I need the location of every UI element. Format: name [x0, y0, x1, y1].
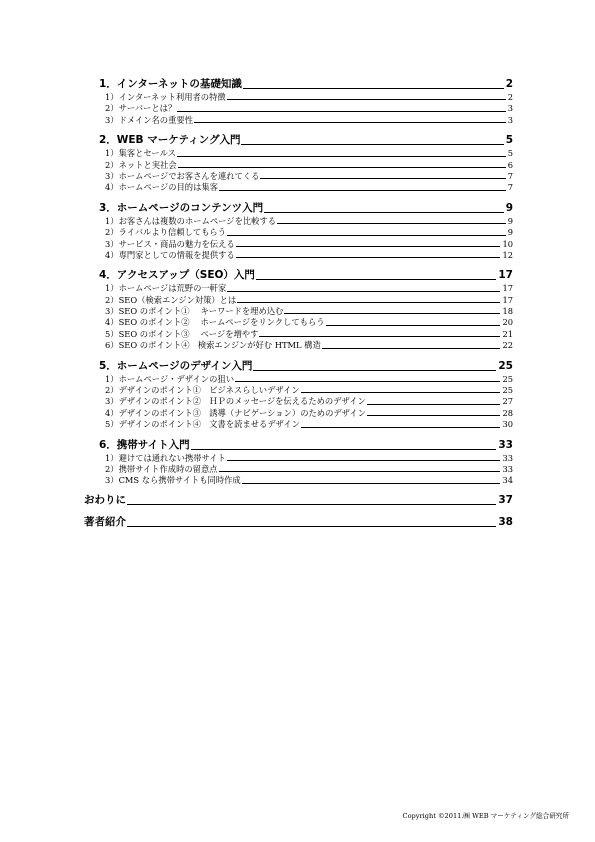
- toc-item[interactable]: [96, 295, 513, 306]
- page-number: 18: [502, 306, 513, 317]
- page-number: 9: [505, 201, 513, 214]
- table-of-contents: [84, 76, 513, 530]
- item-title: 3）ドメイン名の重要性: [105, 114, 193, 125]
- section-title: おわりに: [84, 493, 126, 506]
- leader-line: [219, 471, 501, 472]
- item-title: 6）SEO のポイント④ 検索エンジンが好む HTML 構造: [105, 340, 321, 351]
- toc-closing-author[interactable]: [84, 514, 513, 530]
- toc-item[interactable]: [96, 250, 513, 261]
- toc-chapter-5[interactable]: [96, 358, 513, 374]
- page-number: 9: [507, 227, 513, 238]
- page-number: 27: [502, 396, 513, 407]
- leader-line: [259, 336, 500, 337]
- leader-line: [227, 235, 506, 236]
- page-number: 17: [502, 283, 513, 294]
- page-number: 7: [507, 182, 513, 193]
- toc-chapter-6[interactable]: [96, 437, 513, 453]
- page-number: 3: [507, 114, 513, 125]
- item-title: 1）集客とセールス: [105, 148, 176, 159]
- leader-line: [326, 325, 501, 326]
- leader-line: [260, 178, 505, 179]
- leader-line: [227, 291, 500, 292]
- page-number: 33: [498, 438, 513, 451]
- page-number: 38: [498, 515, 513, 528]
- item-title: 1）お客さんは複数のホームページを比較する: [105, 215, 277, 226]
- page-number: 17: [502, 294, 513, 305]
- item-title: 4）デザインのポイント③ 誘導（ナビゲーション）のためのデザイン: [105, 407, 366, 418]
- leader-line: [256, 279, 496, 280]
- item-title: 1）インターネット利用者の特徴: [105, 91, 226, 102]
- toc-item[interactable]: [96, 408, 513, 419]
- leader-line: [241, 144, 503, 145]
- page-number: 2: [507, 91, 513, 102]
- copyright-footer: Copyright ©2011.㈱ WEB マーケティング総合研究所: [402, 812, 569, 820]
- leader-line: [235, 381, 500, 382]
- leader-line: [227, 99, 506, 100]
- item-title: 2）サーバーとは？: [105, 103, 177, 114]
- toc-item[interactable]: [96, 103, 513, 114]
- toc-chapter-2[interactable]: [96, 132, 513, 148]
- leader-line: [227, 460, 501, 461]
- toc-item[interactable]: [96, 227, 513, 238]
- toc-item[interactable]: [96, 464, 513, 475]
- item-title: 5）デザインのポイント④ 文書を読ませるデザイン: [105, 419, 300, 430]
- item-title: 2）ライバルより信頼してもらう: [105, 227, 227, 238]
- item-title: 3）CMS なら携帯サイトも同時作成: [105, 475, 241, 486]
- item-title: 2）ネットと実社会: [105, 159, 177, 170]
- leader-line: [301, 392, 501, 393]
- item-title: 5）SEO のポイント③ ページを増やす: [105, 328, 259, 339]
- leader-line: [194, 122, 506, 123]
- leader-line: [237, 302, 500, 303]
- page-number: 3: [507, 103, 513, 114]
- chapter-title: 1．インターネットの基礎知識: [99, 78, 242, 90]
- item-title: 1）ホームページは荒野の一軒家: [105, 283, 227, 294]
- toc-item[interactable]: [96, 385, 513, 396]
- page-number: 20: [502, 317, 513, 328]
- page-number: 6: [507, 159, 513, 170]
- item-title: 3）SEO のポイント① キーワードを埋め込む: [105, 306, 284, 317]
- page-number: 25: [502, 373, 513, 384]
- toc-item[interactable]: [96, 340, 513, 351]
- page-number: 30: [502, 419, 513, 430]
- leader-line: [264, 212, 504, 213]
- toc-closing-afterword[interactable]: [84, 492, 513, 508]
- item-title: 4）SEO のポイント② ホームページをリンクしてもらう: [105, 317, 325, 328]
- leader-line: [284, 313, 500, 314]
- toc-item[interactable]: [96, 475, 513, 486]
- toc-item[interactable]: [96, 160, 513, 171]
- page-number: 33: [502, 463, 513, 474]
- toc-item[interactable]: [96, 216, 513, 227]
- page-number: 21: [502, 328, 513, 339]
- leader-line: [236, 246, 501, 247]
- item-title: 2）携帯サイト作成時の留意点: [105, 463, 218, 474]
- item-title: 2）デザインのポイント① ビジネスらしいデザイン: [105, 385, 300, 396]
- leader-line: [177, 156, 506, 157]
- leader-line: [253, 370, 496, 371]
- toc-item[interactable]: [96, 171, 513, 182]
- leader-line: [127, 526, 496, 527]
- item-title: 3）サービス・商品の魅力を伝える: [105, 238, 235, 249]
- leader-line: [127, 504, 496, 505]
- toc-item[interactable]: [96, 182, 513, 193]
- leader-line: [219, 190, 506, 191]
- toc-item[interactable]: [96, 239, 513, 250]
- toc-item[interactable]: [96, 329, 513, 340]
- leader-line: [277, 223, 506, 224]
- page-number: 37: [498, 493, 513, 506]
- toc-item[interactable]: [96, 283, 513, 294]
- toc-item[interactable]: [96, 115, 513, 126]
- chapter-title: 4．アクセスアップ（SEO）入門: [99, 269, 255, 282]
- leader-line: [301, 427, 500, 428]
- toc-chapter-3[interactable]: [96, 200, 513, 216]
- page-number: 28: [502, 407, 513, 418]
- toc-item[interactable]: [96, 148, 513, 159]
- toc-chapter-4[interactable]: [96, 267, 513, 283]
- item-title: 4）ホームページの目的は集客: [105, 182, 218, 193]
- page-number: 7: [507, 170, 513, 181]
- page-number: 22: [502, 340, 513, 351]
- leader-line: [177, 111, 505, 112]
- page-number: 17: [498, 269, 513, 282]
- chapter-title: 3．ホームページのコンテンツ入門: [99, 201, 264, 214]
- toc-item[interactable]: [96, 453, 513, 464]
- page-number: 12: [502, 249, 513, 260]
- chapter-title: 2．WEB マーケティング入門: [99, 134, 241, 147]
- chapter-title: 6．携帯サイト入門: [99, 438, 190, 451]
- leader-line: [367, 404, 501, 405]
- page-number: 5: [507, 148, 513, 159]
- page-number: 10: [502, 238, 513, 249]
- page-number: 9: [507, 215, 513, 226]
- leader-line: [191, 449, 497, 450]
- toc-item[interactable]: [96, 317, 513, 328]
- item-title: 1）避けては通れない携帯サイト: [105, 452, 226, 463]
- toc-chapter-1[interactable]: [96, 76, 513, 92]
- leader-line: [242, 483, 501, 484]
- page-number: 25: [498, 359, 513, 372]
- item-title: 4）専門家としての情報を提供する: [105, 249, 235, 260]
- section-title: 著者紹介: [84, 515, 126, 528]
- item-title: 3）デザインのポイント② ＨＰのメッセージを伝えるためのデザイン: [105, 396, 366, 407]
- page-number: 25: [502, 385, 513, 396]
- page-number: 34: [502, 475, 513, 486]
- page-number: 2: [505, 78, 513, 90]
- toc-item[interactable]: [96, 374, 513, 385]
- page-number: 5: [505, 134, 513, 147]
- toc-item[interactable]: [96, 396, 513, 407]
- leader-line: [236, 257, 501, 258]
- toc-item[interactable]: [96, 419, 513, 430]
- leader-line: [243, 88, 504, 89]
- leader-line: [367, 415, 500, 416]
- chapter-title: 5．ホームページのデザイン入門: [99, 359, 253, 372]
- item-title: 2）SEO（検索エンジン対策）とは: [105, 294, 237, 305]
- item-title: 1）ホームページ・デザインの狙い: [105, 373, 234, 384]
- toc-item[interactable]: [96, 306, 513, 317]
- item-title: 3）ホームページでお客さんを連れてくる: [105, 170, 260, 181]
- page-number: 33: [502, 452, 513, 463]
- leader-line: [178, 167, 506, 168]
- toc-item[interactable]: [96, 92, 513, 103]
- leader-line: [322, 348, 501, 349]
